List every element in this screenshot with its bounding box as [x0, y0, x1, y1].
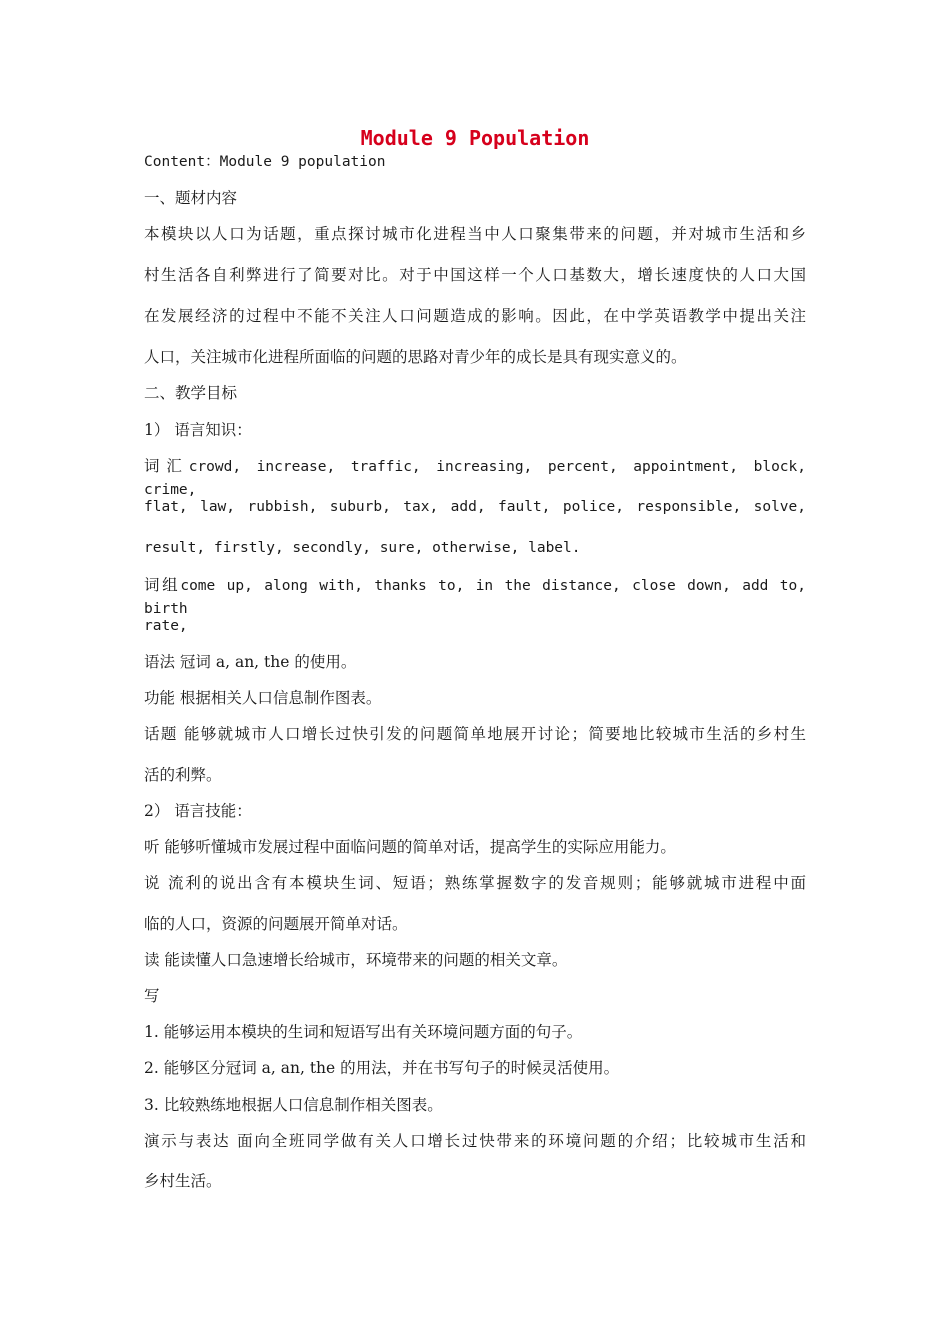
section1-para-line: 本模块以人口为话题，重点探讨城市化进程当中人口聚集带来的问题，并对城市生活和乡: [144, 225, 806, 243]
section1-heading: 一、题材内容: [144, 189, 238, 207]
content-line: Content：Module 9 population: [144, 154, 386, 170]
speaking-line: 说 流利的说出含有本模块生词、短语；熟练掌握数字的发音规则；能够就城市进程中面: [144, 874, 806, 892]
document-title: Module 9 Population: [360, 126, 590, 150]
presentation-line: 乡村生活。: [144, 1172, 222, 1190]
phrases-line: rate,: [144, 618, 188, 634]
writing-heading: 写: [144, 987, 160, 1005]
vocab-line: flat, law, rubbish, suburb, tax, add, fault, police, responsible, solve,: [144, 499, 806, 515]
section1-para-line: 在发展经济的过程中不能不关注人口问题造成的影响。因此，在中学英语教学中提出关注: [144, 307, 806, 325]
topic-line: 话题 能够就城市人口增长过快引发的问题简单地展开讨论；简要地比较城市生活的乡村生: [144, 725, 806, 743]
writing-item: 3. 比较熟练地根据人口信息制作相关图表。: [144, 1096, 443, 1114]
writing-item: 1. 能够运用本模块的生词和短语写出有关环境问题方面的句子。: [144, 1023, 583, 1041]
section2-heading: 二、教学目标: [144, 384, 238, 402]
section1-para-line: 人口，关注城市化进程所面临的问题的思路对青少年的成长是具有现实意义的。: [144, 348, 687, 366]
vocab-line: result, firstly, secondly, sure, otherwise, label.: [144, 540, 581, 556]
reading-line: 读 能读懂人口急速增长给城市，环境带来的问题的相关文章。: [144, 951, 568, 969]
vocab-words: crowd, increase, traffic, increasing, percent, appointment, block, crime,: [144, 459, 806, 498]
listening-line: 听 能够听懂城市发展过程中面临问题的简单对话，提高学生的实际应用能力。: [144, 838, 676, 856]
vocab-label: 词汇: [144, 457, 189, 475]
topic-line: 活的利弊。: [144, 766, 222, 784]
vocab-line: [144, 455, 806, 501]
speaking-line: 临的人口，资源的问题展开简单对话。: [144, 915, 408, 933]
function-line: 功能 根据相关人口信息制作图表。: [144, 689, 382, 707]
section1-para-line: 村生活各自利弊进行了简要对比。对于中国这样一个人口基数大，增长速度快的人口大国: [144, 266, 806, 284]
phrases-words: come up, along with, thanks to, in the distance, close down, add to, birth: [144, 578, 806, 617]
sub-heading-language-skills: 2） 语言技能：: [144, 802, 252, 820]
sub-heading-language-knowledge: 1） 语言知识：: [144, 421, 252, 439]
phrases-line: [144, 574, 806, 620]
writing-item: 2. 能够区分冠词 a, an, the 的用法，并在书写句子的时候灵活使用。: [144, 1059, 620, 1077]
presentation-line: 演示与表达 面向全班同学做有关人口增长过快带来的环境问题的介绍；比较城市生活和: [144, 1132, 806, 1150]
grammar-line: 语法 冠词 a, an, the 的使用。: [144, 653, 357, 671]
phrases-label: 词组: [144, 576, 181, 594]
